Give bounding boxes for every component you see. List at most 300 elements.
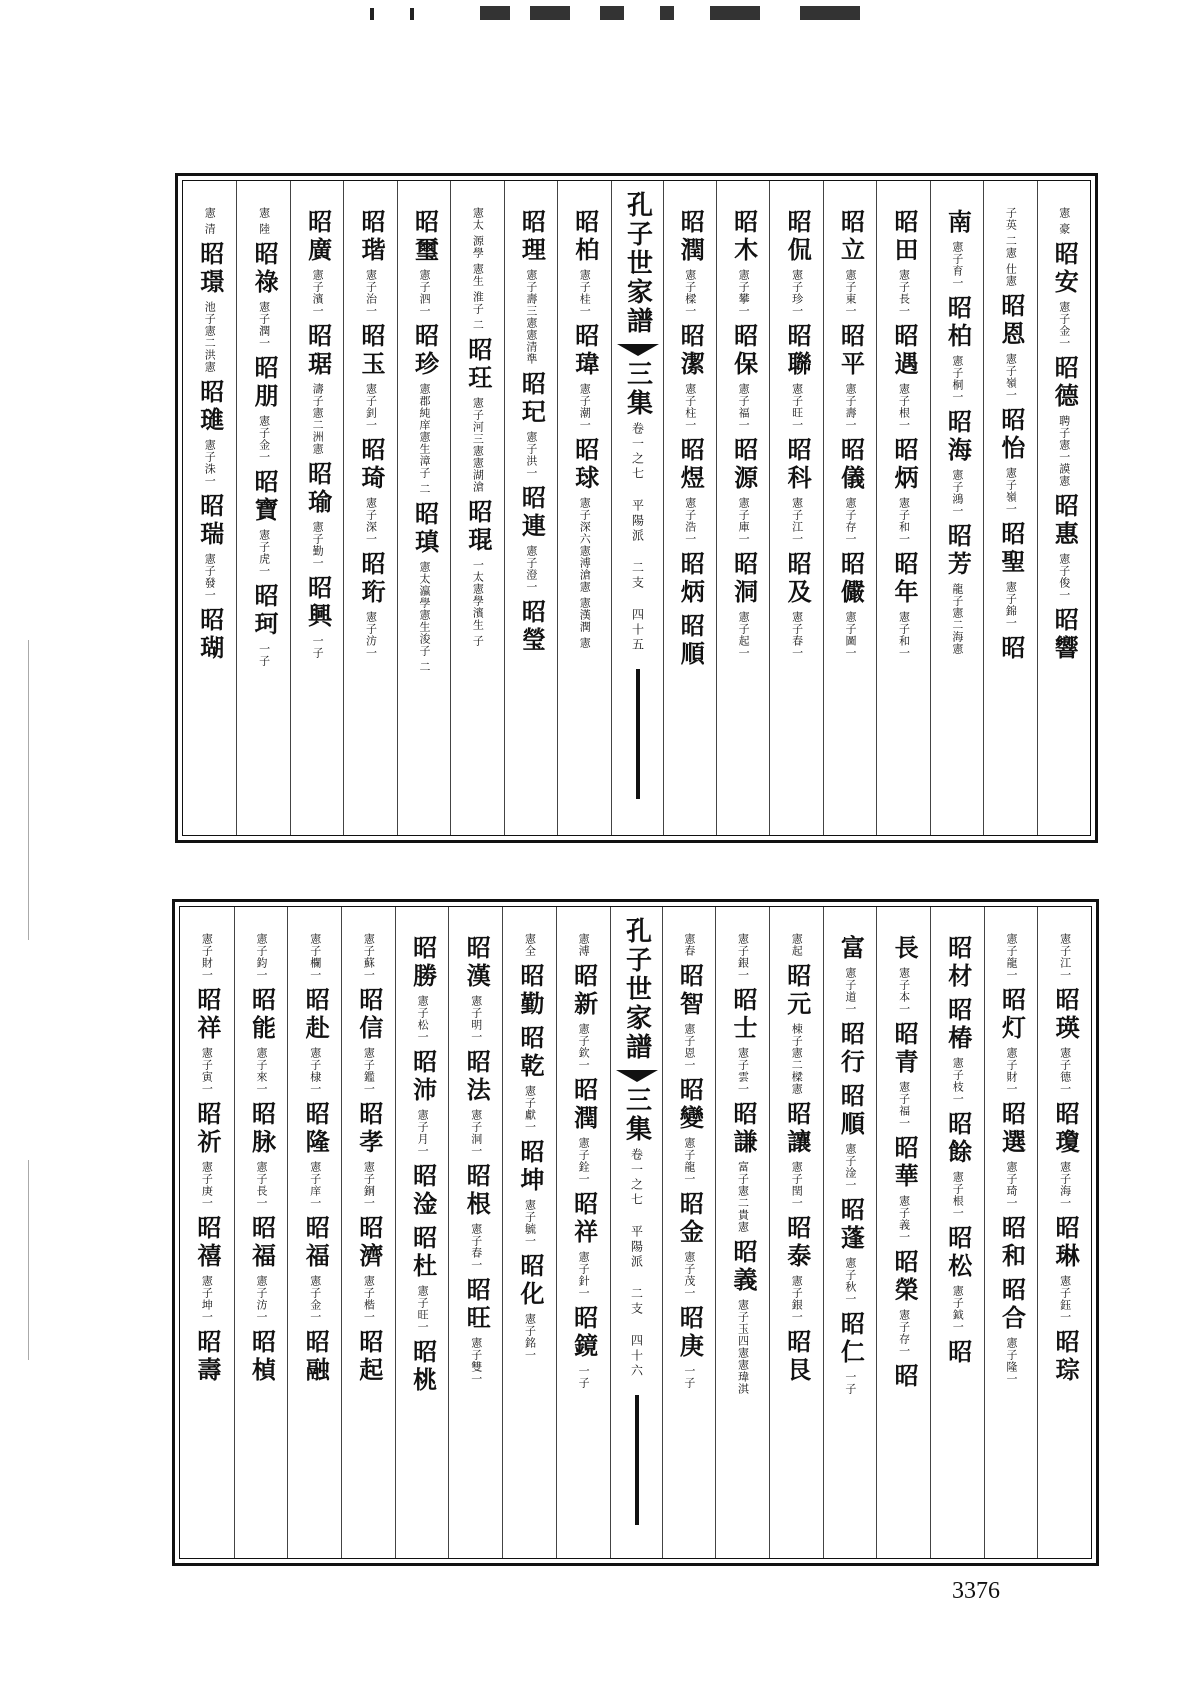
annotation-note: 憲子泗一 — [417, 269, 431, 317]
annotation-note: 憲子錦一 — [1004, 581, 1018, 629]
name-entry: 昭隆 — [301, 1101, 331, 1157]
annotation-note: 憲子勤一 — [311, 521, 325, 569]
name-entry: 昭惠 — [1050, 493, 1080, 549]
annotation-note: 憲子庠一 — [308, 1161, 322, 1209]
annotation-note: 憲子鴻一 — [950, 469, 964, 517]
name-entry: 昭榮 — [890, 1249, 920, 1305]
name-entry: 昭田 — [889, 209, 919, 265]
annotation-note: 憲起 — [790, 933, 804, 957]
entry-column — [341, 907, 396, 1558]
annotation-note: 濤子憲二洲憲 — [311, 383, 325, 455]
name-entry: 昭信 — [354, 987, 384, 1043]
name-entry: 昭合 — [997, 1277, 1027, 1333]
name-entry: 昭恩 — [996, 293, 1026, 349]
annotation-note: 憲子坤一 — [200, 1275, 214, 1323]
book-title: 孔子世家譜 — [621, 917, 652, 1062]
name-entry: 昭朋 — [250, 355, 280, 411]
entry-column — [395, 907, 450, 1558]
name-entry: 昭球 — [570, 437, 600, 493]
annotation-note: 憲子雲一 — [736, 1047, 750, 1095]
annotation-note: 憲子根一 — [897, 383, 911, 431]
name-entry: 昭瑜 — [303, 461, 333, 517]
annotation-note: 憲太瀛學憲生浚子 — [417, 561, 431, 657]
annotation-note: 憲子浩一 — [683, 497, 697, 545]
name-entry: 昭新 — [569, 963, 599, 1019]
annotation-note: 憲子洞一 — [469, 1109, 483, 1157]
entry-column — [823, 181, 877, 835]
name-entry: 昭連 — [517, 485, 547, 541]
name-entry: 昭青 — [890, 1021, 920, 1077]
name-entry: 昭材 — [943, 935, 973, 991]
annotation-note: 憲子桂一 — [578, 269, 592, 317]
name-entry: 昭謙 — [729, 1101, 759, 1157]
name-entry: 昭勝 — [408, 935, 438, 991]
name-entry: 昭年 — [889, 551, 919, 607]
annotation-note: 憲子銘一 — [523, 1313, 537, 1361]
name-entry: 昭變 — [675, 1077, 705, 1133]
annotation-note: 二 — [471, 319, 485, 331]
annotation-note: 憲子江一 — [1058, 933, 1072, 981]
entry-column — [823, 907, 878, 1558]
name-entry: 昭珂 — [250, 583, 280, 639]
name-entry: 昭廣 — [303, 209, 333, 265]
annotation-note: 憲子長一 — [255, 1161, 269, 1209]
annotation-note: 憲子嶺一 — [1004, 467, 1018, 515]
annotation-note: 二 — [417, 661, 431, 673]
annotation-note: 清 — [203, 223, 217, 235]
annotation-note: 龍子憲二海憲 — [950, 583, 964, 655]
entry-column — [397, 181, 451, 835]
name-entry: 昭庚 — [675, 1305, 705, 1361]
annotation-note: 憲漢潤 — [578, 597, 592, 633]
name-entry: 昭琮 — [1051, 1329, 1081, 1385]
annotation-note: 憲子毓一 — [523, 1199, 537, 1247]
name-entry: 昭寶 — [250, 469, 280, 525]
name-entry: 昭鏡 — [569, 1305, 599, 1361]
name-entry: 昭杜 — [408, 1225, 438, 1281]
volume-label: 三集 — [621, 1086, 652, 1144]
name-entry: 昭瑱 — [410, 501, 440, 557]
name-entry: 昭瓊 — [1051, 1101, 1081, 1157]
name-entry: 昭和 — [997, 1215, 1027, 1271]
annotation-note: 憲子洪一 — [524, 431, 538, 479]
page-frame — [182, 180, 1091, 836]
annotation-note: 憲子本一 — [897, 967, 911, 1015]
annotation-note: 憲子雙一 — [469, 1337, 483, 1385]
annotation-note: 憲子桐一 — [950, 355, 964, 403]
name-entry: 昭瑛 — [1051, 987, 1081, 1043]
name-entry: 昭儼 — [836, 551, 866, 607]
name-entry: 昭智 — [675, 963, 705, 1019]
entry-column — [983, 181, 1037, 835]
scan-artifact-header — [330, 0, 890, 24]
name-entry: 昭楨 — [247, 1329, 277, 1385]
name-entry: 昭讓 — [782, 1101, 812, 1157]
annotation-note: 憲子恩一 — [682, 1023, 696, 1071]
name-entry: 昭壽 — [192, 1329, 222, 1385]
entry-column — [715, 907, 770, 1558]
entry-column — [930, 181, 984, 835]
annotation-note: 憲春 — [682, 933, 696, 957]
entry-column — [1037, 907, 1092, 1558]
annotation-note: 憲子龍一 — [682, 1137, 696, 1185]
entry-column — [234, 907, 289, 1558]
name-entry: 昭炳 — [676, 551, 706, 607]
annotation-note: 源學 — [471, 235, 485, 259]
annotation-note: 憲子根一 — [951, 1171, 965, 1219]
annotation-note: 憲子珍一 — [790, 269, 804, 317]
name-entry: 昭玨 — [463, 337, 493, 393]
annotation-note: 憲子針一 — [577, 1251, 591, 1299]
name-entry: 昭選 — [997, 1101, 1027, 1157]
name-entry: 昭祥 — [192, 987, 222, 1043]
annotation-note: 憲子潮一 — [578, 383, 592, 431]
annotation-note: 一子 — [311, 635, 325, 659]
name-entry: 昭瑎 — [357, 209, 387, 265]
margin-bar — [636, 669, 640, 799]
annotation-note: 憲子存一 — [844, 497, 858, 545]
annotation-note: 憲子金一 — [308, 1275, 322, 1323]
page-frame — [179, 906, 1092, 1559]
name-entry: 昭順 — [676, 613, 706, 669]
entry-column — [663, 181, 717, 835]
name-entry: 昭脉 — [247, 1101, 277, 1157]
name-entry: 昭 — [996, 635, 1026, 663]
entry-column — [876, 907, 931, 1558]
annotation-note: 憲子和一 — [897, 611, 911, 659]
annotation-note: 憲子鉞一 — [951, 1285, 965, 1333]
annotation-note: 憲子圖一 — [844, 611, 858, 659]
name-entry: 昭珍 — [410, 323, 440, 379]
fishtail-mark-icon — [617, 344, 659, 356]
annotation-note: 憲子柱一 — [683, 383, 697, 431]
annotation-note: 富子憲二貴憲 — [736, 1161, 750, 1233]
annotation-note: 憲子起一 — [737, 611, 751, 659]
annotation-note: 憲子江一 — [790, 497, 804, 545]
annotation-note: 憲生 — [471, 263, 485, 287]
name-entry: 昭行 — [836, 1021, 866, 1077]
annotation-note: 憲子茂一 — [682, 1251, 696, 1299]
annotation-note: 憲子深一 — [364, 497, 378, 545]
annotation-note: 憲子濱一 — [311, 269, 325, 317]
annotation-note: 一子 — [577, 1365, 591, 1389]
annotation-note: 一太憲學濱生 — [471, 559, 485, 631]
annotation-note: 憲子河三憲憲湖滄 — [471, 397, 485, 493]
annotation-note: 一子 — [843, 1371, 857, 1395]
name-entry: 昭芳 — [943, 523, 973, 579]
annotation-note: 憲子財一 — [200, 933, 214, 981]
name-entry: 昭保 — [729, 323, 759, 379]
genealogy-page-bottom — [172, 899, 1099, 1566]
entry-column — [287, 907, 342, 1558]
annotation-note: 憲子銀一 — [736, 933, 750, 981]
name-entry: 昭艮 — [782, 1329, 812, 1385]
annotation-note: 棟子憲二樑憲 — [790, 1023, 804, 1095]
name-entry: 昭炳 — [889, 437, 919, 493]
name-entry: 昭興 — [303, 575, 333, 631]
annotation-note: 憲子蘇一 — [362, 933, 376, 981]
name-entry: 昭士 — [729, 987, 759, 1043]
annotation-note: 憲子寅一 — [200, 1047, 214, 1095]
annotation-note: 憲子棣一 — [308, 1047, 322, 1095]
volume-label: 三集 — [622, 360, 653, 418]
name-entry: 昭孝 — [354, 1101, 384, 1157]
name-entry: 昭遇 — [889, 323, 919, 379]
name-entry: 昭侃 — [783, 209, 813, 265]
annotation-note: 憲子德一 — [1058, 1047, 1072, 1095]
annotation-note: 憲子俊一 — [1057, 553, 1071, 601]
name-entry: 昭響 — [1050, 607, 1080, 663]
name-entry: 昭潤 — [676, 209, 706, 265]
name-entry: 昭瑋 — [570, 323, 600, 379]
annotation-note: 子 — [471, 635, 485, 647]
annotation-note: 池子憲二洪憲 — [203, 301, 217, 373]
annotation-note: 憲子福一 — [737, 383, 751, 431]
name-entry: 昭琚 — [303, 323, 333, 379]
annotation-note: 憲子汸一 — [255, 1275, 269, 1323]
name-entry: 昭元 — [782, 963, 812, 1019]
annotation-note: 子英 — [1004, 207, 1018, 231]
annotation-note: 憲子虎一 — [257, 529, 271, 577]
name-entry: 昭理 — [517, 209, 547, 265]
name-entry: 昭漢 — [462, 935, 492, 991]
name-entry: 昭璟 — [195, 241, 225, 297]
annotation-note: 豪 — [1057, 223, 1071, 235]
name-entry: 昭瑞 — [195, 493, 225, 549]
name-entry: 昭源 — [729, 437, 759, 493]
annotation-note: 憲子鈞一 — [255, 933, 269, 981]
annotation-note: 憲子長一 — [897, 269, 911, 317]
entry-column — [984, 907, 1039, 1558]
name-entry: 昭起 — [354, 1329, 384, 1385]
annotation-note: 憲子深六憲溥滄憲 — [578, 497, 592, 593]
annotation-note: 憲子嶺一 — [1004, 353, 1018, 401]
annotation-note: 聘子憲一謨憲 — [1057, 415, 1071, 487]
name-entry: 昭祿 — [250, 241, 280, 297]
annotation-note: 憲子東一 — [844, 269, 858, 317]
annotation-note: 憲子治一 — [364, 269, 378, 317]
annotation-note: 憲子汸一 — [364, 611, 378, 659]
annotation-note: 陸 — [257, 223, 271, 235]
name-entry: 昭能 — [247, 987, 277, 1043]
entry-column — [556, 907, 611, 1558]
name-entry: 昭祈 — [192, 1101, 222, 1157]
name-entry: 昭潔 — [676, 323, 706, 379]
scan-margin-line — [28, 1160, 29, 1360]
name-entry: 昭坤 — [515, 1139, 545, 1195]
annotation-note: 憲子潤一 — [257, 301, 271, 349]
section-subtitle: 卷一之七 平陽派 二支 四十五 — [630, 422, 645, 653]
name-entry: 昭 — [890, 1363, 920, 1391]
name-entry: 昭潤 — [569, 1077, 599, 1133]
name-entry: 昭泰 — [782, 1215, 812, 1271]
name-entry: 昭平 — [836, 323, 866, 379]
name-entry: 昭乾 — [515, 1025, 545, 1081]
annotation-note: 憲子來一 — [255, 1047, 269, 1095]
name-entry: 昭福 — [301, 1215, 331, 1271]
name-entry: 富 — [836, 935, 866, 963]
annotation-note: 憲郡純庠憲生漳子 — [417, 383, 431, 479]
entry-column — [236, 181, 290, 835]
annotation-note: 淮子 — [471, 291, 485, 315]
annotation-note: 憲子欽一 — [577, 1023, 591, 1071]
annotation-note: 憲子攀一 — [737, 269, 751, 317]
annotation-note: 憲子海一 — [1058, 1161, 1072, 1209]
name-entry: 昭琨 — [463, 499, 493, 555]
name-entry: 昭聖 — [996, 521, 1026, 577]
annotation-note: 憲子琦一 — [1004, 1161, 1018, 1209]
annotation-note: 憲子鑑一 — [362, 1047, 376, 1095]
name-entry: 昭琦 — [357, 437, 387, 493]
annotation-note: 一子 — [682, 1365, 696, 1389]
annotation-note: 一子 — [257, 643, 271, 667]
annotation-note: 憲子秋一 — [843, 1257, 857, 1305]
annotation-note: 憲全 — [523, 933, 537, 957]
entry-column — [716, 181, 770, 835]
entry-column — [448, 907, 503, 1558]
annotation-note: 憲子龍一 — [1004, 933, 1018, 981]
entry-column — [769, 907, 824, 1558]
annotation-note: 憲子庚一 — [200, 1161, 214, 1209]
annotation-note: 憲子樑一 — [683, 269, 697, 317]
annotation-note: 二 — [417, 483, 431, 495]
name-entry: 昭順 — [836, 1083, 866, 1139]
name-entry: 昭根 — [462, 1163, 492, 1219]
name-entry: 昭洞 — [729, 551, 759, 607]
annotation-note: 憲子春一 — [469, 1223, 483, 1271]
entry-column — [930, 907, 985, 1558]
name-entry: 昭瑚 — [195, 607, 225, 663]
name-entry: 昭禧 — [192, 1215, 222, 1271]
annotation-note: 二憲 — [1004, 235, 1018, 259]
annotation-note: 憲子福一 — [897, 1081, 911, 1129]
annotation-note: 憲子隆一 — [1004, 1337, 1018, 1385]
center-title-column — [610, 907, 663, 1558]
name-entry: 昭仁 — [836, 1311, 866, 1367]
annotation-note: 憲子獻一 — [523, 1085, 537, 1133]
page-number: 3376 — [952, 1578, 1000, 1604]
name-entry: 昭及 — [783, 551, 813, 607]
annotation-note: 憲子閏一 — [790, 1161, 804, 1209]
name-entry: 昭玉 — [357, 323, 387, 379]
name-entry: 昭祥 — [569, 1191, 599, 1247]
name-entry: 昭濟 — [354, 1215, 384, 1271]
annotation-note: 憲子明一 — [469, 995, 483, 1043]
name-entry: 昭琳 — [1051, 1215, 1081, 1271]
name-entry: 昭璡 — [195, 379, 225, 435]
margin-bar — [635, 1395, 639, 1525]
annotation-note: 憲子欄一 — [308, 933, 322, 981]
annotation-note: 憲 — [203, 207, 217, 219]
fishtail-mark-icon — [616, 1070, 658, 1082]
name-entry: 昭科 — [783, 437, 813, 493]
annotation-note: 憲子鈺一 — [1058, 1275, 1072, 1323]
annotation-note: 憲子洙一 — [203, 439, 217, 487]
name-entry: 昭柏 — [570, 209, 600, 265]
name-entry: 昭桃 — [408, 1339, 438, 1395]
annotation-note: 憲子春一 — [790, 611, 804, 659]
name-entry: 昭融 — [301, 1329, 331, 1385]
name-entry: 昭福 — [247, 1215, 277, 1271]
annotation-note: 憲子枝一 — [951, 1057, 965, 1105]
annotation-note: 憲子玉四憲憲瑋淇 — [736, 1299, 750, 1395]
annotation-note: 憲子道一 — [843, 967, 857, 1015]
name-entry: 昭義 — [729, 1239, 759, 1295]
annotation-note: 憲子松一 — [416, 995, 430, 1043]
annotation-note: 憲子銀一 — [790, 1275, 804, 1323]
annotation-note: 憲子淦一 — [843, 1143, 857, 1191]
name-entry: 昭立 — [836, 209, 866, 265]
annotation-note: 憲子旺一 — [416, 1285, 430, 1333]
annotation-note: 憲 — [578, 637, 592, 649]
name-entry: 昭椿 — [943, 997, 973, 1053]
name-entry: 昭海 — [943, 409, 973, 465]
genealogy-page-top — [175, 173, 1098, 843]
entry-column — [876, 181, 930, 835]
entry-column — [183, 181, 236, 835]
annotation-note: 憲太 — [471, 207, 485, 231]
name-entry: 昭怡 — [996, 407, 1026, 463]
section-subtitle: 卷一之七 平陽派 二支 四十六 — [629, 1148, 644, 1379]
name-entry: 昭灯 — [997, 987, 1027, 1043]
name-entry: 昭聯 — [783, 323, 813, 379]
name-entry: 昭玘 — [517, 371, 547, 427]
name-entry: 昭旺 — [462, 1277, 492, 1333]
annotation-note: 憲子銓一 — [577, 1137, 591, 1185]
name-entry: 昭 — [943, 1339, 973, 1367]
entry-column — [662, 907, 717, 1558]
entry-column — [557, 181, 611, 835]
entry-column — [502, 907, 557, 1558]
name-entry: 長 — [890, 935, 920, 963]
center-title-column — [611, 181, 664, 835]
name-entry: 昭餘 — [943, 1111, 973, 1167]
annotation-note: 憲 — [257, 207, 271, 219]
annotation-note: 憲 — [1057, 207, 1071, 219]
name-entry: 昭璽 — [410, 209, 440, 265]
name-entry: 昭勤 — [515, 963, 545, 1019]
annotation-note: 仕憲 — [1004, 263, 1018, 287]
annotation-note: 憲子金一 — [1057, 301, 1071, 349]
annotation-note: 憲子存一 — [897, 1309, 911, 1357]
annotation-note: 憲子發一 — [203, 553, 217, 601]
name-entry: 昭木 — [729, 209, 759, 265]
annotation-note: 憲子金一 — [257, 415, 271, 463]
annotation-note: 憲子育一 — [950, 241, 964, 289]
name-entry: 昭華 — [890, 1135, 920, 1191]
annotation-note: 憲子財一 — [1004, 1047, 1018, 1095]
annotation-note: 憲子義一 — [897, 1195, 911, 1243]
name-entry: 昭珩 — [357, 551, 387, 607]
name-entry: 昭金 — [675, 1191, 705, 1247]
name-entry: 昭柏 — [943, 295, 973, 351]
entry-column — [1037, 181, 1091, 835]
annotation-note: 憲溥 — [577, 933, 591, 957]
annotation-note: 憲子和一 — [897, 497, 911, 545]
annotation-note: 憲子月一 — [416, 1109, 430, 1157]
annotation-note: 憲子澄一 — [524, 545, 538, 593]
annotation-note: 憲子旺一 — [790, 383, 804, 431]
name-entry: 昭瑩 — [517, 599, 547, 655]
annotation-note: 憲子壽三憲憲清準 — [524, 269, 538, 365]
name-entry: 昭儀 — [836, 437, 866, 493]
name-entry: 南 — [943, 209, 973, 237]
scan-margin-line — [28, 640, 29, 940]
entry-column — [180, 907, 234, 1558]
annotation-note: 憲子釗一 — [364, 383, 378, 431]
name-entry: 昭淦 — [408, 1163, 438, 1219]
name-entry: 昭煜 — [676, 437, 706, 493]
